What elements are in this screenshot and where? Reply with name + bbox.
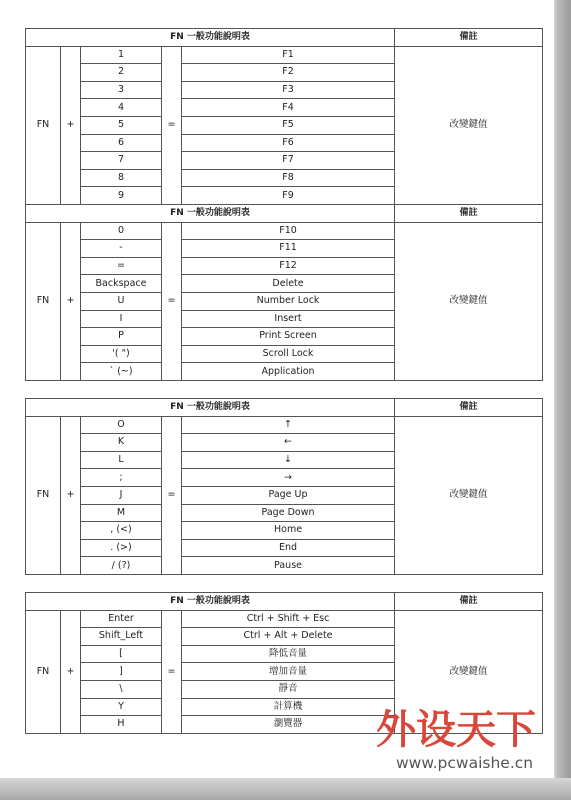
table-row [26,416,543,434]
result-cell: F9 [182,187,395,205]
table-header-title: FN 一般功能說明表 [26,399,395,417]
key-cell: ` (~) [81,363,162,381]
fn-key-cell: FN [26,610,61,733]
note-cell: 改變鍵值 [395,46,543,204]
table-header-note: 備註 [395,29,543,47]
key-cell: 3 [81,81,162,99]
key-cell: L [81,451,162,469]
plus-cell: + [61,610,81,733]
table-header-row [26,593,543,611]
result-cell: F5 [182,116,395,134]
note-cell: 改變鍵值 [395,610,543,733]
result-cell: ↓ [182,451,395,469]
equals-cell: = [162,222,182,380]
key-cell: / (?) [81,557,162,575]
page-edge-shadow [554,0,571,800]
key-cell: [ [81,645,162,663]
key-cell: 2 [81,64,162,82]
result-cell: Ctrl + Shift + Esc [182,610,395,628]
key-cell: 4 [81,99,162,117]
key-cell: Backspace [81,275,162,293]
result-cell: F1 [182,46,395,64]
fn-table-1 [25,28,543,381]
key-cell: U [81,292,162,310]
table-row [26,46,543,64]
key-cell: \ [81,680,162,698]
result-cell: Scroll Lock [182,345,395,363]
key-cell: Y [81,698,162,716]
table-header-note: 備註 [395,204,543,222]
note-cell: 改變鍵值 [395,416,543,574]
result-cell: 靜音 [182,680,395,698]
key-cell: . (>) [81,539,162,557]
key-cell: Enter [81,610,162,628]
key-cell: , (<) [81,522,162,540]
result-cell: Ctrl + Alt + Delete [182,628,395,646]
plus-cell: + [61,416,81,574]
result-cell: → [182,469,395,487]
watermark [372,698,557,782]
table-row [26,222,543,240]
watermark-logo-text: 外设天下 [376,707,536,753]
result-cell: F3 [182,81,395,99]
result-cell: 瀏覽器 [182,716,395,734]
result-cell: 降低音量 [182,645,395,663]
result-cell: F12 [182,257,395,275]
result-cell: Pause [182,557,395,575]
key-cell: H [81,716,162,734]
table-header-title: FN 一般功能說明表 [26,29,395,47]
result-cell: ← [182,434,395,452]
equals-cell: = [162,610,182,733]
key-cell: '( ") [81,345,162,363]
equals-cell: = [162,416,182,574]
key-cell: ; [81,469,162,487]
equals-cell: = [162,46,182,204]
watermark-url: www.pcwaishe.cn [396,754,534,772]
fn-table-2 [25,398,543,575]
table-header-title: FN 一般功能說明表 [26,204,395,222]
key-cell: J [81,486,162,504]
result-cell: 增加音量 [182,663,395,681]
table-header-note: 備註 [395,399,543,417]
result-cell: Insert [182,310,395,328]
key-cell: = [81,257,162,275]
note-cell: 改變鍵值 [395,222,543,380]
result-cell: F6 [182,134,395,152]
table-header-row [26,204,543,222]
result-cell: 計算機 [182,698,395,716]
key-cell: 8 [81,169,162,187]
result-cell: Print Screen [182,328,395,346]
key-cell: 6 [81,134,162,152]
table-header-title: FN 一般功能說明表 [26,593,395,611]
result-cell: Application [182,363,395,381]
fn-key-cell: FN [26,416,61,574]
result-cell: Home [182,522,395,540]
result-cell: End [182,539,395,557]
fn-key-cell: FN [26,222,61,380]
key-cell: M [81,504,162,522]
key-cell: 5 [81,116,162,134]
plus-cell: + [61,46,81,204]
result-cell: Number Lock [182,292,395,310]
key-cell: P [81,328,162,346]
key-cell: O [81,416,162,434]
table-header-note: 備註 [395,593,543,611]
key-cell: K [81,434,162,452]
key-cell: Shift_Left [81,628,162,646]
fn-key-cell: FN [26,46,61,204]
key-cell: 9 [81,187,162,205]
result-cell: Page Up [182,486,395,504]
result-cell: F2 [182,64,395,82]
key-cell: ] [81,663,162,681]
result-cell: F7 [182,152,395,170]
result-cell: ↑ [182,416,395,434]
result-cell: Page Down [182,504,395,522]
result-cell: F4 [182,99,395,117]
result-cell: Delete [182,275,395,293]
key-cell: 0 [81,222,162,240]
key-cell: I [81,310,162,328]
key-cell: 7 [81,152,162,170]
key-cell: - [81,240,162,258]
table-header-row [26,399,543,417]
result-cell: F10 [182,222,395,240]
result-cell: F11 [182,240,395,258]
key-cell: 1 [81,46,162,64]
plus-cell: + [61,222,81,380]
watermark-logo [376,698,536,755]
result-cell: F8 [182,169,395,187]
table-row [26,610,543,628]
table-header-row [26,29,543,47]
